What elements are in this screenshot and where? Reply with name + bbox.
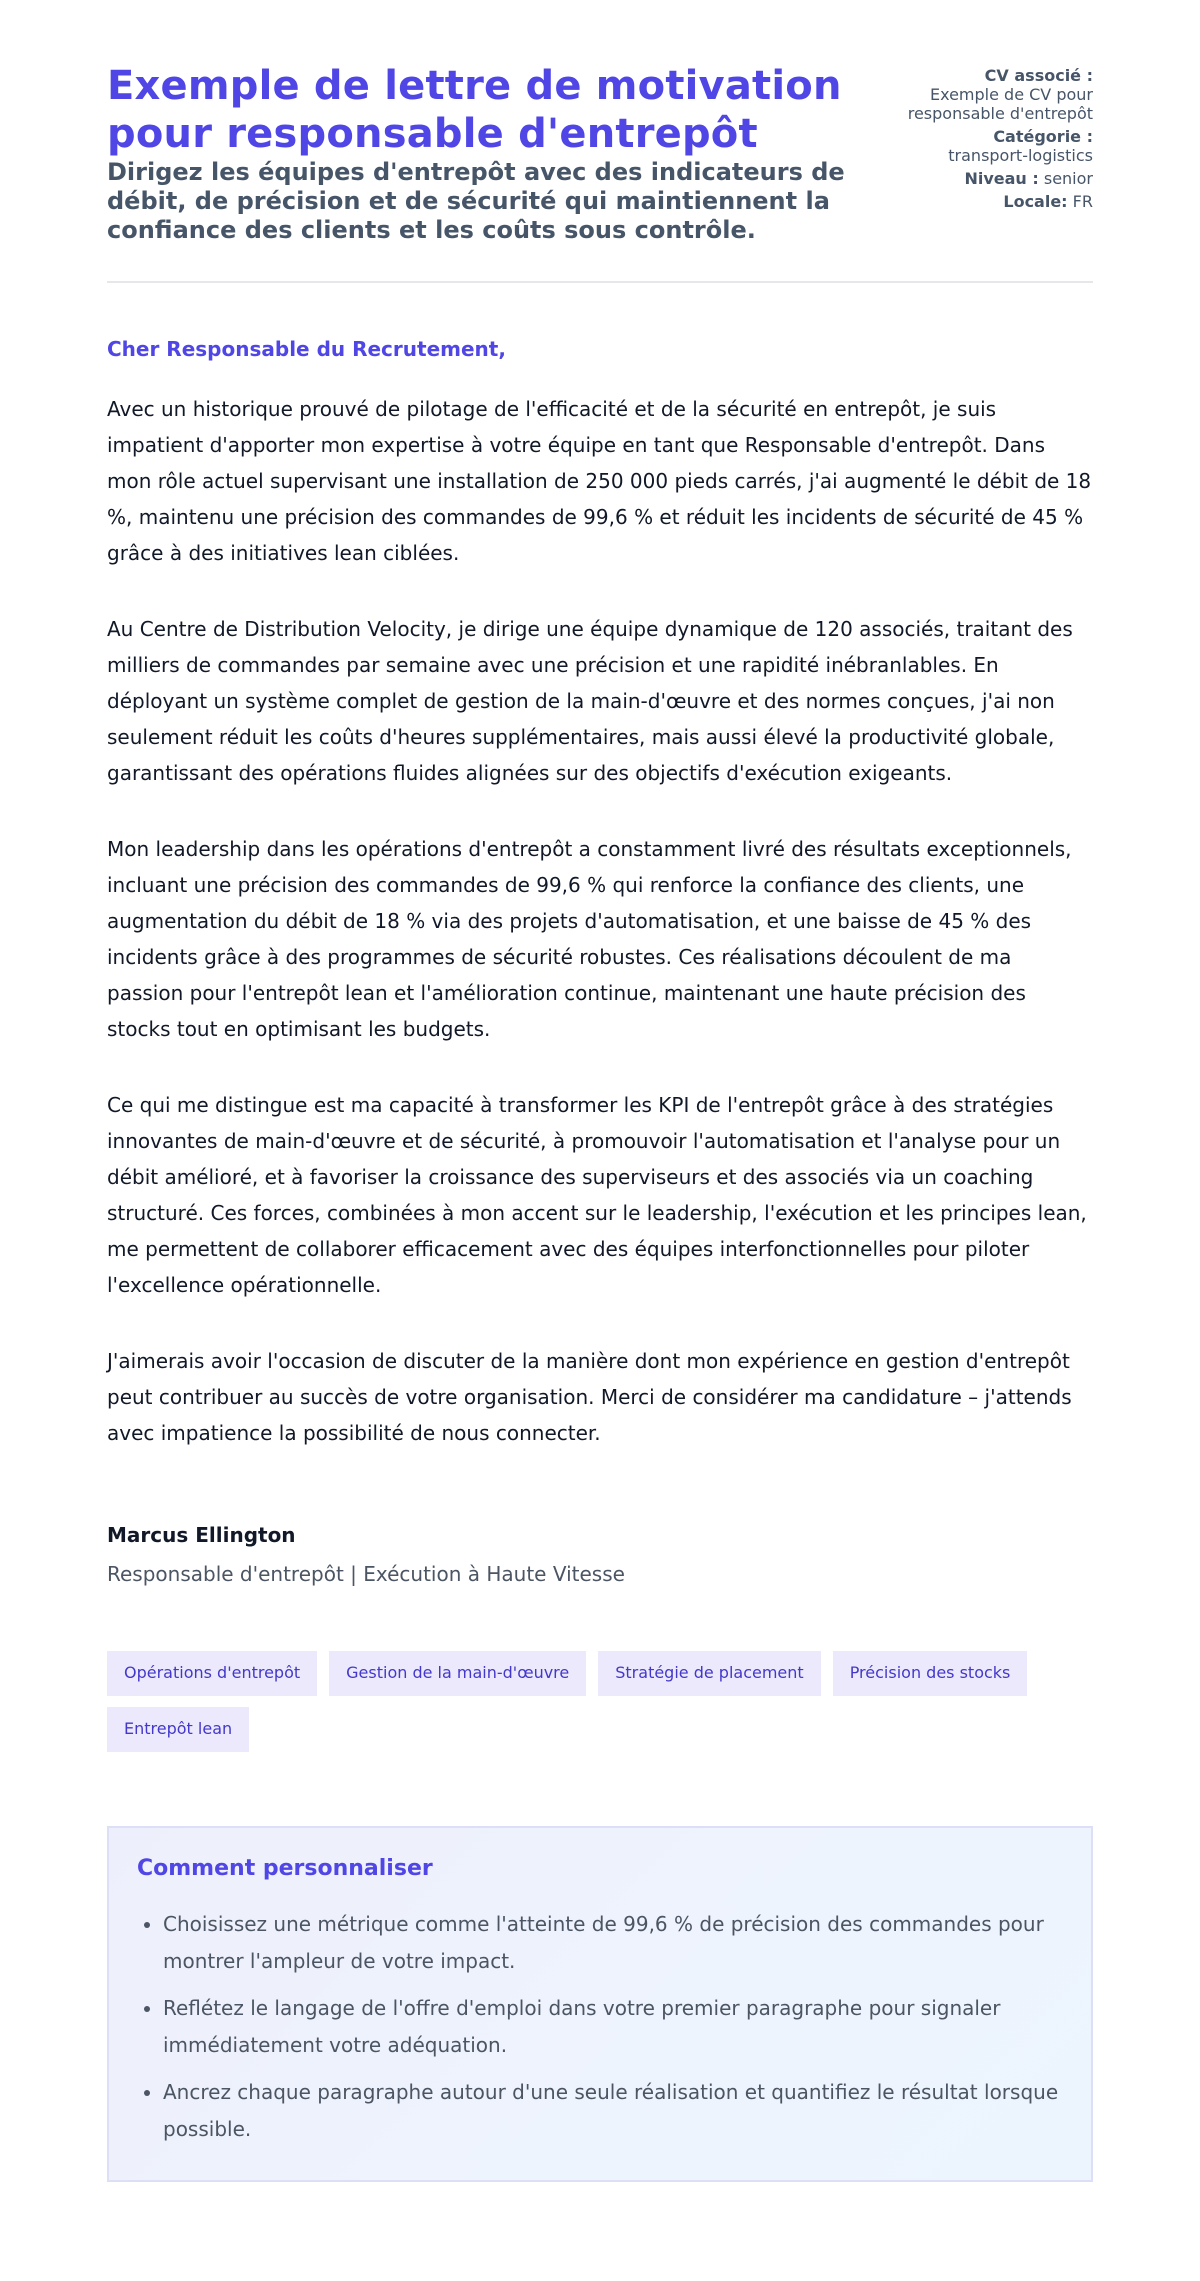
tips-title: Comment personnaliser [137,1856,433,1881]
meta-cv [894,66,1093,123]
skill-tag: Précision des stocks [833,1651,1028,1696]
page-title: Exemple de lettre de motivation pour responsable d'entrepôt [107,63,842,157]
letter-paragraph-1: Avec un historique prouvé de pilotage de l'efficacité et de la sécurité en entrepôt, je suis impatient d'apporter mon expertise à votre équipe en tant que Responsable d'entrepôt. Dans mon rôle actuel supervisant une installation de 250 000 pieds carrés, j'ai augmenté le débit de 18 %, maintenu une précision des commandes de 99,6 % et réduit les incidents de sécurité de 45 % grâce à des initiatives lean ciblées. [107,397,1092,565]
tip-item: • Choisissez une métrique comme l'atteinte de 99,6 % de précision des commandes pour montrer l'ampleur de votre impact. [163,1906,1063,1980]
meta-level-label: Niveau : [964,169,1039,188]
letter-paragraph-5: J'aimerais avoir l'occasion de discuter de la manière dont mon expérience en gestion d'entrepôt peut contribuer au succès de votre organisation. Merci de considérer ma candidature – j'attends avec impatience la possibilité de nous connecter. [107,1349,1072,1445]
tip-item: • Reflétez le langage de l'offre d'emploi dans votre premier paragraphe pour signaler immédiatement votre adéquation. [163,1990,1063,2064]
skill-tag: Entrepôt lean [107,1707,249,1752]
tips-list [137,1906,1063,2148]
letter-paragraph-2: Au Centre de Distribution Velocity, je dirige une équipe dynamique de 120 associés, traitant des milliers de commandes par semaine avec une précision et une rapidité inébranlables. En déployant un système complet de gestion de la main-d'œuvre et des normes conçues, j'ai non seulement réduit les coûts d'heures supplémentaires, mais aussi élevé la productivité globale, garantissant des opérations fluides alignées sur des objectifs d'exécution exigeants. [107,617,1073,785]
skill-tag: Opérations d'entrepôt [107,1651,317,1696]
meta-category [894,127,1093,165]
signature-block [107,1521,1093,1589]
skill-tags [107,1651,1093,1752]
skill-tag: Stratégie de placement [598,1651,820,1696]
cover-letter-page [107,0,1093,2182]
customization-tips [107,1826,1093,2182]
meta-locale-label: Locale: [1003,192,1068,211]
tip-item: • Ancrez chaque paragraphe autour d'une seule réalisation et quantifiez le résultat lorsque possible. [163,2074,1063,2148]
meta-cv-label: CV associé : [984,66,1093,85]
header-titles [107,62,894,245]
letter-paragraph-3: Mon leadership dans les opérations d'entrepôt a constamment livré des résultats exceptionnels, incluant une précision des commandes de 99,6 % qui renforce la confiance des clients, une augmentation du débit de 18 % via des projets d'automatisation, et une baisse de 45 % des incidents grâce à des programmes de sécurité robustes. Ces réalisations découlent de ma passion pour l'entrepôt lean et l'amélioration continue, maintenant une haute précision des stocks tout en optimisant les budgets. [107,837,1072,1041]
meta-locale-value: FR [1072,192,1093,211]
meta-cv-value[interactable]: Exemple de CV pour responsable d'entrepôt [907,85,1093,123]
meta-level-value: senior [1043,169,1093,188]
meta-locale [894,192,1093,211]
meta-category-label: Catégorie : [993,127,1093,146]
letter-body [107,335,1093,1451]
page-subtitle: Dirigez les équipes d'entrepôt avec des indicateurs de débit, de précision et de sécurité qui maintiennent la confiance des clients et les coûts sous contrôle. [107,158,845,244]
signature-title: Responsable d'entrepôt | Exécution à Haute Vitesse [107,1562,625,1586]
meta-category-value: transport-logistics [948,146,1093,165]
meta-level [894,169,1093,188]
letter-paragraph-4: Ce qui me distingue est ma capacité à transformer les KPI de l'entrepôt grâce à des stratégies innovantes de main-d'œuvre et de sécurité, à promouvoir l'automatisation et l'analyse pour un débit amélioré, et à favoriser la croissance des superviseurs et des associés via un coaching structuré. Ces forces, combinées à mon accent sur le leadership, l'exécution et les principes lean, me permettent de collaborer efficacement avec des équipes interfonctionnelles pour piloter l'excellence opérationnelle. [107,1093,1087,1297]
skill-tag: Gestion de la main-d'œuvre [329,1651,586,1696]
salutation: Cher Responsable du Recrutement, [107,337,506,361]
page-header [107,62,1093,283]
meta-panel [894,62,1093,215]
signature-name: Marcus Ellington [107,1523,296,1547]
